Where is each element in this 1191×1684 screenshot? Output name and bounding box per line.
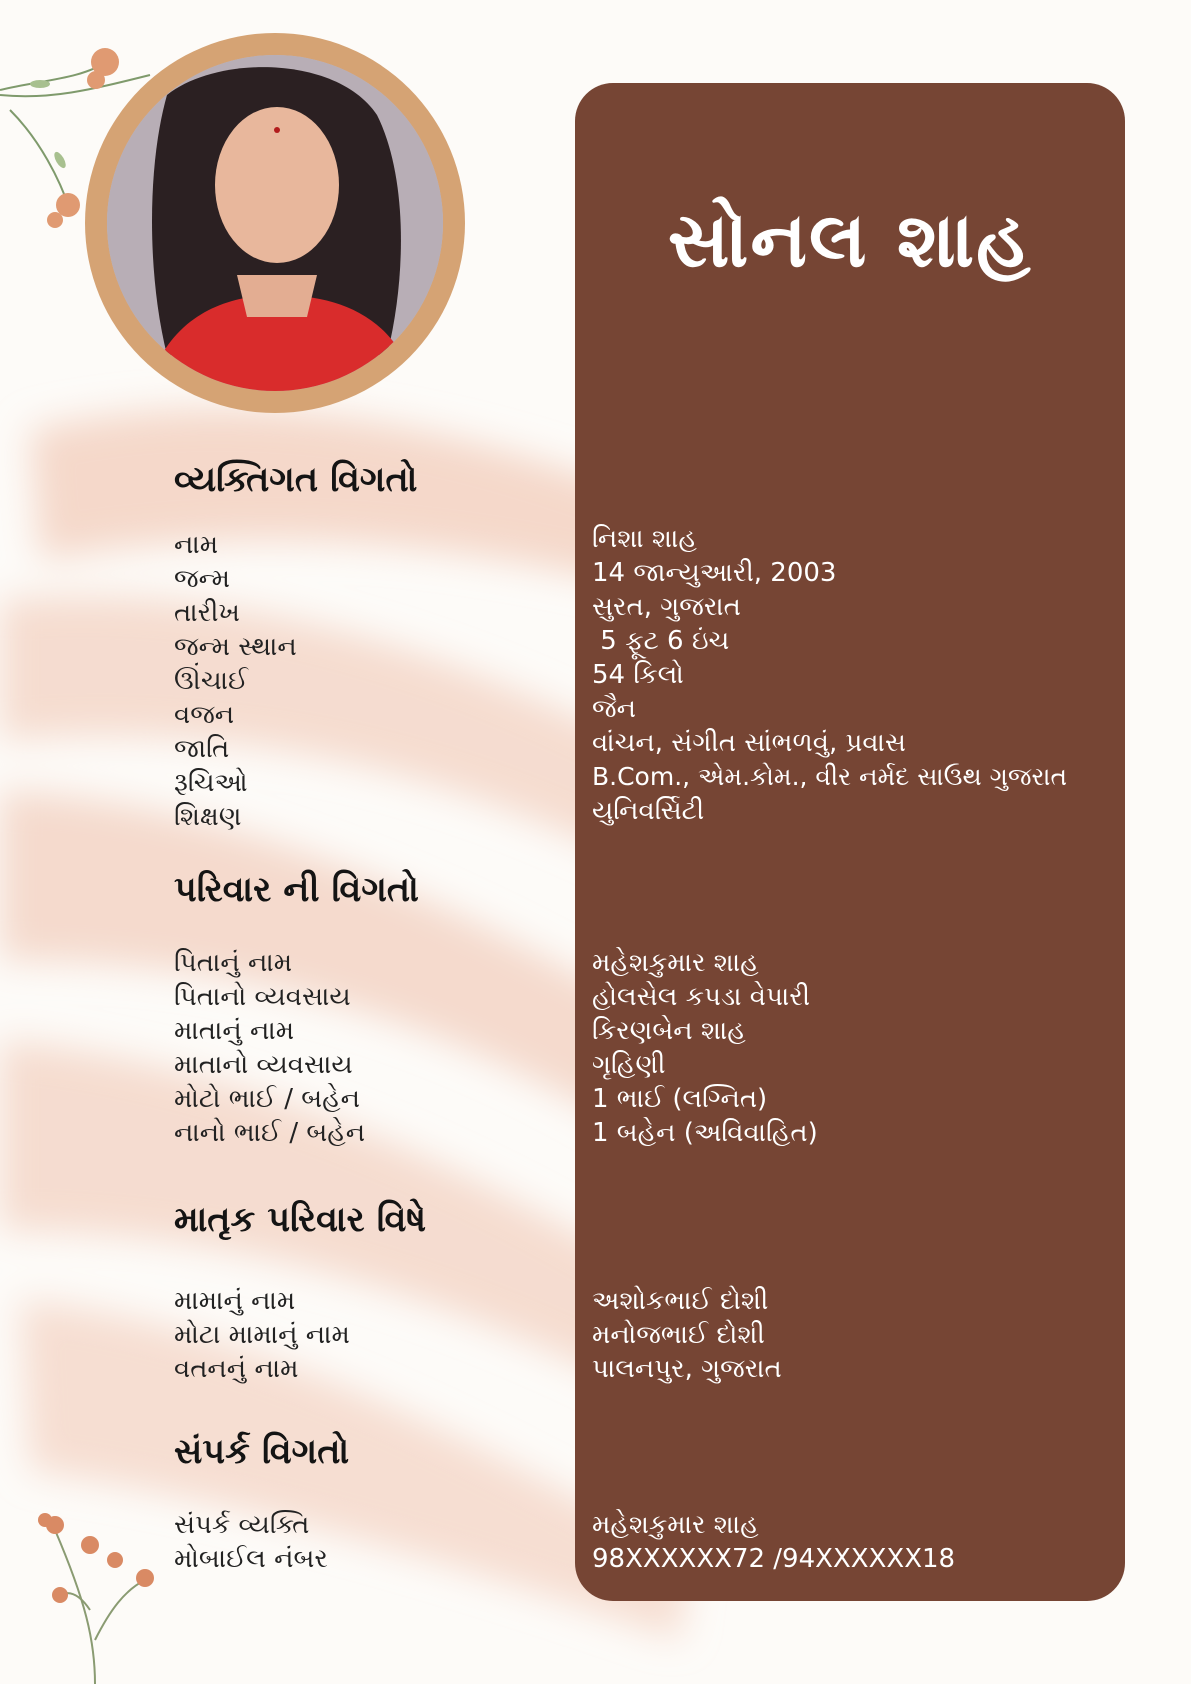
label-mobile-number: મોબાઈલ નંબર bbox=[174, 1544, 328, 1574]
value-contact-person: મહેશકુમાર શાહ bbox=[592, 1510, 759, 1540]
section-heading-maternal: માતૃક પરિવાર વિષે bbox=[174, 1200, 427, 1240]
value-birthplace: સુરત, ગુજરાત bbox=[592, 592, 741, 622]
label-height: ઊંચાઈ bbox=[174, 666, 249, 696]
label-birth: જન્મ bbox=[174, 564, 230, 594]
label-elder-sibling: મોટો ભાઈ / બહેન bbox=[174, 1084, 361, 1114]
label-father-name: પિતાનું નામ bbox=[174, 948, 293, 978]
value-mobile-number: 98XXXXXX72 /94XXXXXX18 bbox=[592, 1544, 956, 1574]
value-caste: જૈન bbox=[592, 694, 636, 724]
profile-name: સોનલ શાહ bbox=[667, 195, 1033, 284]
value-mother-name: કિરણબેન શાહ bbox=[592, 1016, 746, 1046]
label-father-occupation: પિતાનો વ્યવસાય bbox=[174, 982, 351, 1012]
value-education: B.Com., એમ.કોમ., વીર નર્મદ સાઉથ ગુજરાત bbox=[592, 762, 1068, 791]
profile-photo bbox=[107, 55, 443, 391]
value-education-cont: યુનિવર્સિટી bbox=[592, 796, 705, 826]
section-heading-personal: વ્યક્તિગત વિગતો bbox=[174, 460, 418, 500]
value-hobbies: વાંચન, સંગીત સાંભળવું, પ્રવાસ bbox=[592, 728, 906, 758]
label-elder-uncle-name: મોટા મામાનું નામ bbox=[174, 1320, 350, 1350]
value-height: 5 ફૂટ 6 ઇંચ bbox=[592, 626, 730, 656]
profile-photo-frame bbox=[85, 33, 465, 413]
label-weight: વજન bbox=[174, 700, 235, 730]
label-name: નામ bbox=[174, 530, 219, 560]
value-younger-sibling: 1 બહેન (અવિવાહિત) bbox=[592, 1118, 818, 1148]
value-weight: 54 કિલો bbox=[592, 660, 684, 690]
value-elder-sibling: 1 ભાઈ (લગ્નિત) bbox=[592, 1084, 768, 1114]
section-heading-contact: સંપર્ક વિગતો bbox=[174, 1432, 350, 1472]
value-elder-uncle-name: મનોજભાઈ દોશી bbox=[592, 1320, 765, 1350]
section-heading-family: પરિવાર ની વિગતો bbox=[174, 870, 419, 910]
label-hobbies: રૂચિઓ bbox=[174, 768, 248, 798]
label-younger-sibling: નાનો ભાઈ / બહેન bbox=[174, 1118, 366, 1148]
label-birthplace: જન્મ સ્થાન bbox=[174, 632, 297, 662]
label-caste: જાતિ bbox=[174, 734, 230, 764]
label-native-place: વતનનું નામ bbox=[174, 1354, 299, 1384]
label-uncle-name: મામાનું નામ bbox=[174, 1286, 296, 1316]
flower-sprig-icon bbox=[15, 1500, 165, 1684]
label-contact-person: સંપર્ક વ્યક્તિ bbox=[174, 1510, 310, 1540]
label-date: તારીખ bbox=[174, 598, 240, 628]
value-native-place: પાલનપુર, ગુજરાત bbox=[592, 1354, 782, 1384]
value-uncle-name: અશોકભાઈ દોશી bbox=[592, 1286, 769, 1316]
value-birth-date: 14 જાન્યુઆરી, 2003 bbox=[592, 558, 837, 588]
label-mother-name: માતાનું નામ bbox=[174, 1016, 295, 1046]
label-mother-occupation: માતાનો વ્યવસાય bbox=[174, 1050, 353, 1080]
value-name: નિશા શાહ bbox=[592, 524, 697, 554]
value-father-name: મહેશકુમાર શાહ bbox=[592, 948, 759, 978]
value-mother-occupation: ગૃહિણી bbox=[592, 1050, 666, 1080]
value-father-occupation: હોલસેલ કપડા વેપારી bbox=[592, 982, 811, 1012]
label-education: શિક્ષણ bbox=[174, 802, 242, 832]
